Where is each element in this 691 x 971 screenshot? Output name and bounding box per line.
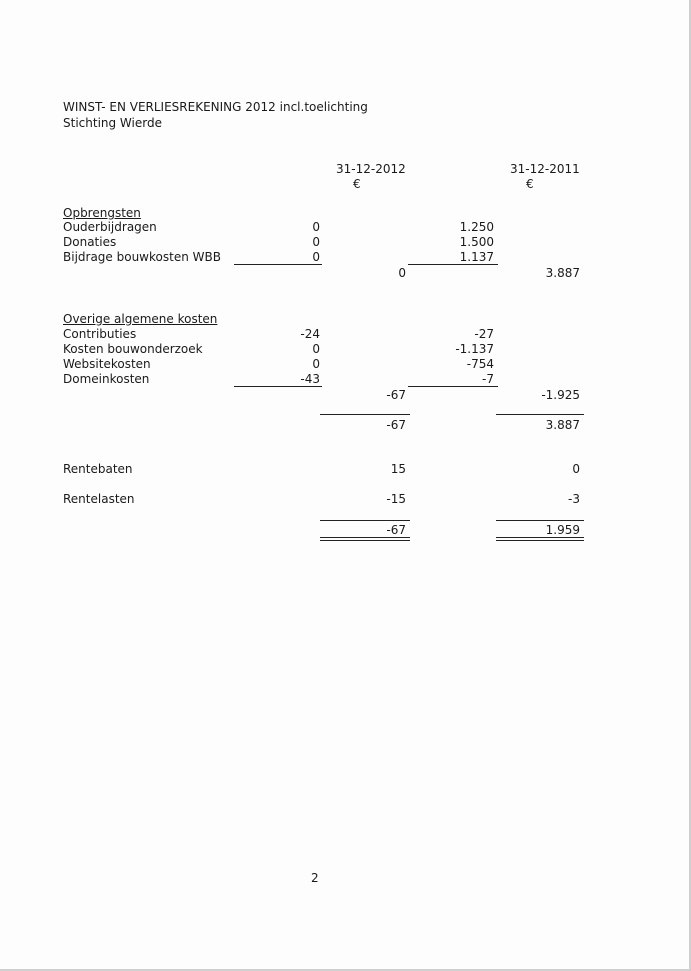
row-label-rentebaten: Rentebaten xyxy=(63,462,133,476)
rentebaten-2011: 0 xyxy=(572,462,580,476)
rentebaten-2012: 15 xyxy=(390,462,406,476)
document-title: WINST- EN VERLIESREKENING 2012 incl.toelichting xyxy=(63,100,368,114)
page-number: 2 xyxy=(311,871,319,885)
sum-line xyxy=(408,264,498,265)
subtotal-2012: -67 xyxy=(386,418,406,432)
sum-line xyxy=(496,414,584,415)
row-value-2011: 1.500 xyxy=(459,235,494,249)
column-header-2012: 31-12-2012 xyxy=(336,162,406,176)
sum-line xyxy=(320,414,410,415)
result-2012: -67 xyxy=(386,523,406,537)
row-label: Contributies xyxy=(63,327,137,341)
row-label-rentelasten: Rentelasten xyxy=(63,492,135,506)
row-value-2011: -1.137 xyxy=(455,342,494,356)
column-header-2011: 31-12-2011 xyxy=(510,162,580,176)
row-value-2011: 1.250 xyxy=(459,220,494,234)
row-label: Donaties xyxy=(63,235,117,249)
section-total-2011: 3.887 xyxy=(545,266,580,280)
row-value-2012: 0 xyxy=(312,357,320,371)
sum-line xyxy=(234,386,322,387)
row-value-2011: 1.137 xyxy=(459,250,494,264)
section-heading-kosten: Overige algemene kosten xyxy=(63,312,218,326)
sum-line xyxy=(496,520,584,521)
result-2011: 1.959 xyxy=(545,523,580,537)
row-label: Websitekosten xyxy=(63,357,151,371)
sum-line xyxy=(320,520,410,521)
sum-line xyxy=(408,386,498,387)
document-subtitle: Stichting Wierde xyxy=(63,116,162,130)
rentelasten-2012: -15 xyxy=(386,492,406,506)
row-label: Domeinkosten xyxy=(63,372,150,386)
section-total-2012: -67 xyxy=(386,388,406,402)
row-value-2012: 0 xyxy=(312,250,320,264)
row-label: Bijdrage bouwkosten WBB xyxy=(63,250,221,264)
row-value-2011: -7 xyxy=(482,372,494,386)
row-value-2012: 0 xyxy=(312,235,320,249)
rentelasten-2011: -3 xyxy=(568,492,580,506)
row-label: Kosten bouwonderzoek xyxy=(63,342,203,356)
section-heading-opbrengsten: Opbrengsten xyxy=(63,206,141,220)
section-total-2012: 0 xyxy=(398,266,406,280)
row-value-2012: 0 xyxy=(312,220,320,234)
sum-line xyxy=(234,264,322,265)
row-label: Ouderbijdragen xyxy=(63,220,157,234)
double-underline xyxy=(496,537,584,541)
subtotal-2011: 3.887 xyxy=(545,418,580,432)
section-total-2011: -1.925 xyxy=(541,388,580,402)
row-value-2012: -24 xyxy=(300,327,320,341)
row-value-2011: -754 xyxy=(466,357,494,371)
currency-2011: € xyxy=(526,177,534,191)
row-value-2011: -27 xyxy=(474,327,494,341)
currency-2012: € xyxy=(353,177,361,191)
row-value-2012: -43 xyxy=(300,372,320,386)
double-underline xyxy=(320,537,410,541)
row-value-2012: 0 xyxy=(312,342,320,356)
